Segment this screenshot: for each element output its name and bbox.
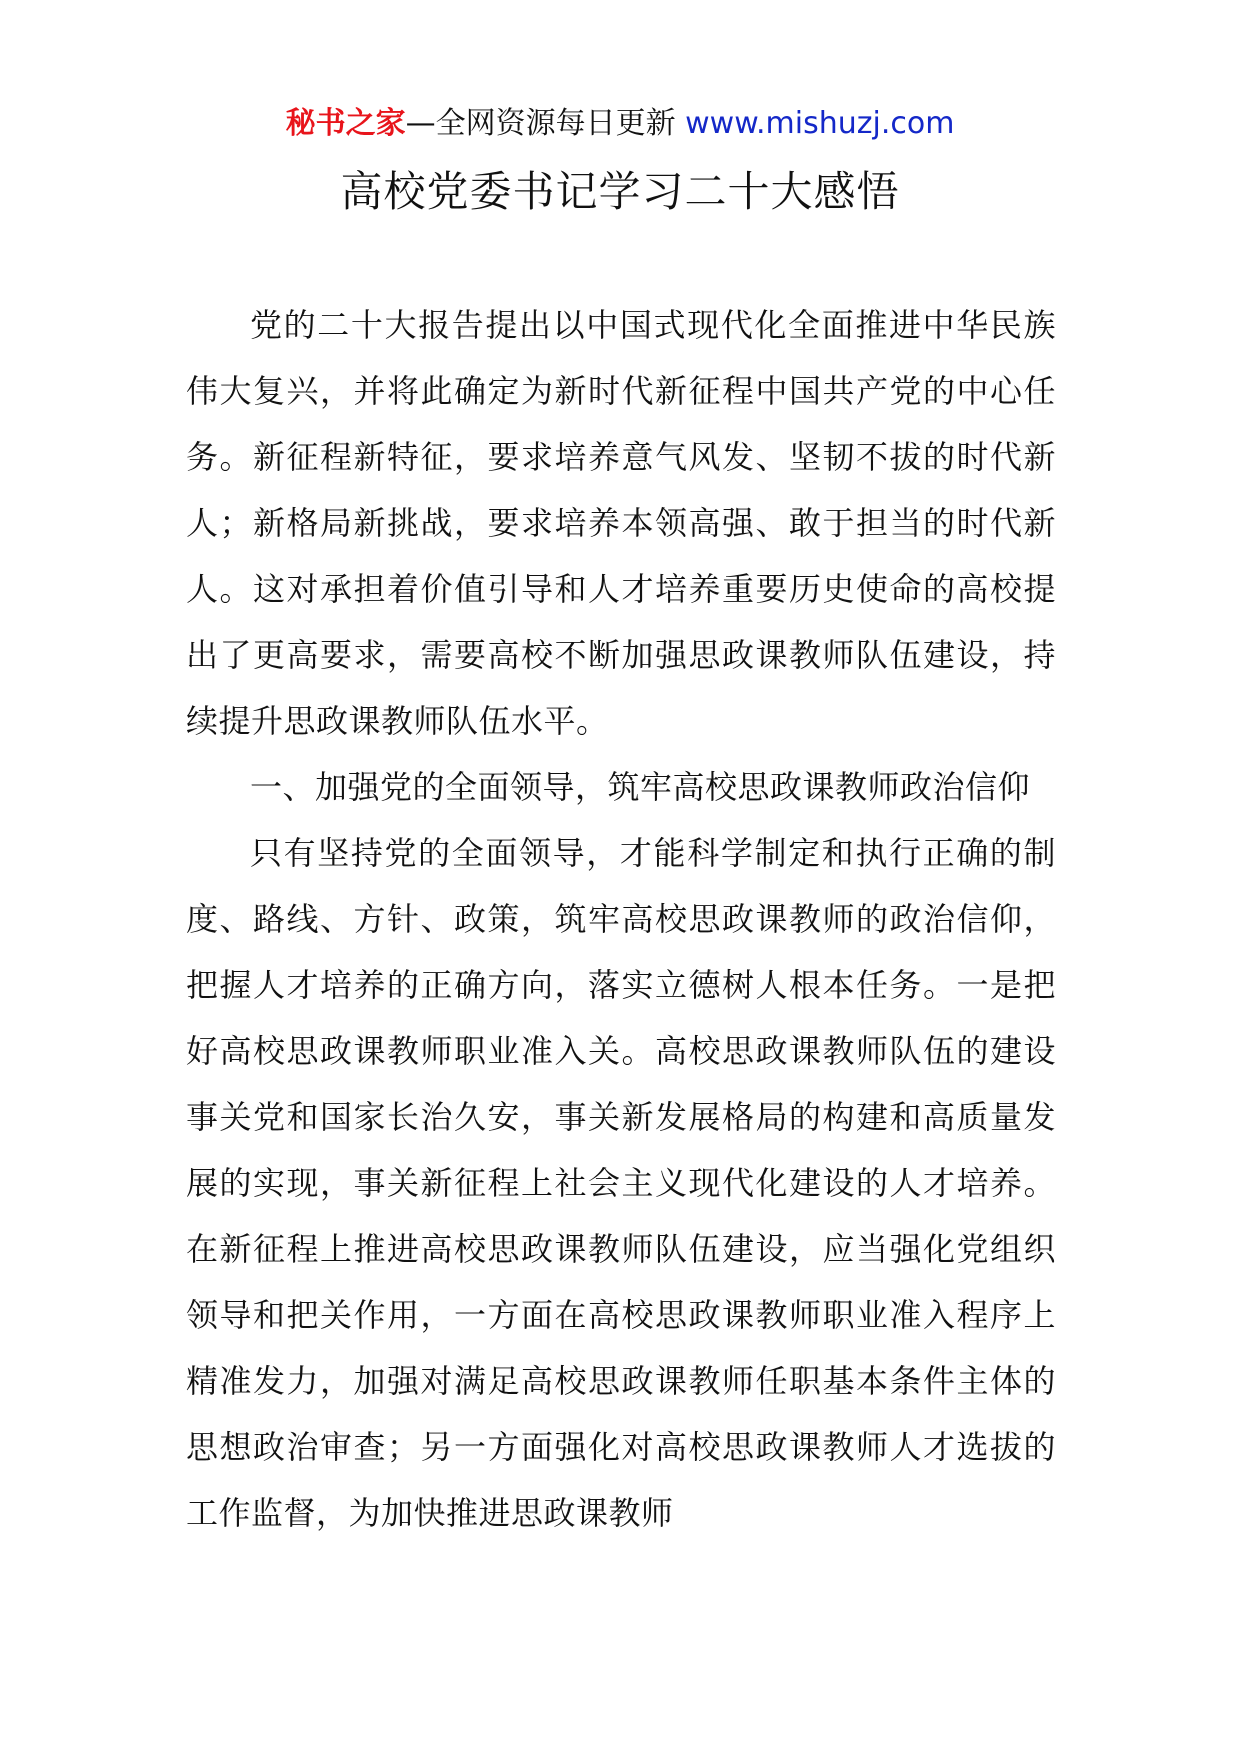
section-heading-1: 一、加强党的全面领导，筑牢高校思政课教师政治信仰 <box>250 768 1031 806</box>
paragraph-section-1: 只有坚持党的全面领导，才能科学制定和执行正确的制度、路线、方针、政策，筑牢高校思政课教师的政治信仰，把握人才培养的正确方向，落实立德树人根本任务。一是把好高校思政课教师职业准入关。高校思政课教师队伍的建设事关党和国家长治久安，事关新发展格局的构建和高质量发展的实现，事关新征程上社会主义现代化建设的人才培养。在新征程上推进高校思政课教师队伍建设，应当强化党组织领导和把关作用，一方面在高校思政课教师职业准入程序上精准发力，加强对满足高校思政课教师任职基本条件主体的思想政治审查；另一方面强化对高校思政课教师人才选拔的工作监督，为加快推进思政课教师 <box>186 834 1056 1532</box>
document-body <box>186 292 1056 1546</box>
site-brand: 秘书之家 <box>285 106 406 141</box>
document-title: 高校党委书记学习二十大感悟 <box>340 167 900 216</box>
site-url-link[interactable]: www.mishuzj.com <box>685 106 955 141</box>
site-slogan: —全网资源每日更新 <box>405 106 686 141</box>
paragraph-intro: 党的二十大报告提出以中国式现代化全面推进中华民族伟大复兴，并将此确定为新时代新征程中国共产党的中心任务。新征程新特征，要求培养意气风发、坚韧不拔的时代新人；新格局新挑战，要求培养本领高强、敢于担当的时代新人。这对承担着价值引导和人才培养重要历史使命的高校提出了更高要求，需要高校不断加强思政课教师队伍建设，持续提升思政课教师队伍水平。 <box>186 306 1056 740</box>
site-header <box>0 104 1240 144</box>
